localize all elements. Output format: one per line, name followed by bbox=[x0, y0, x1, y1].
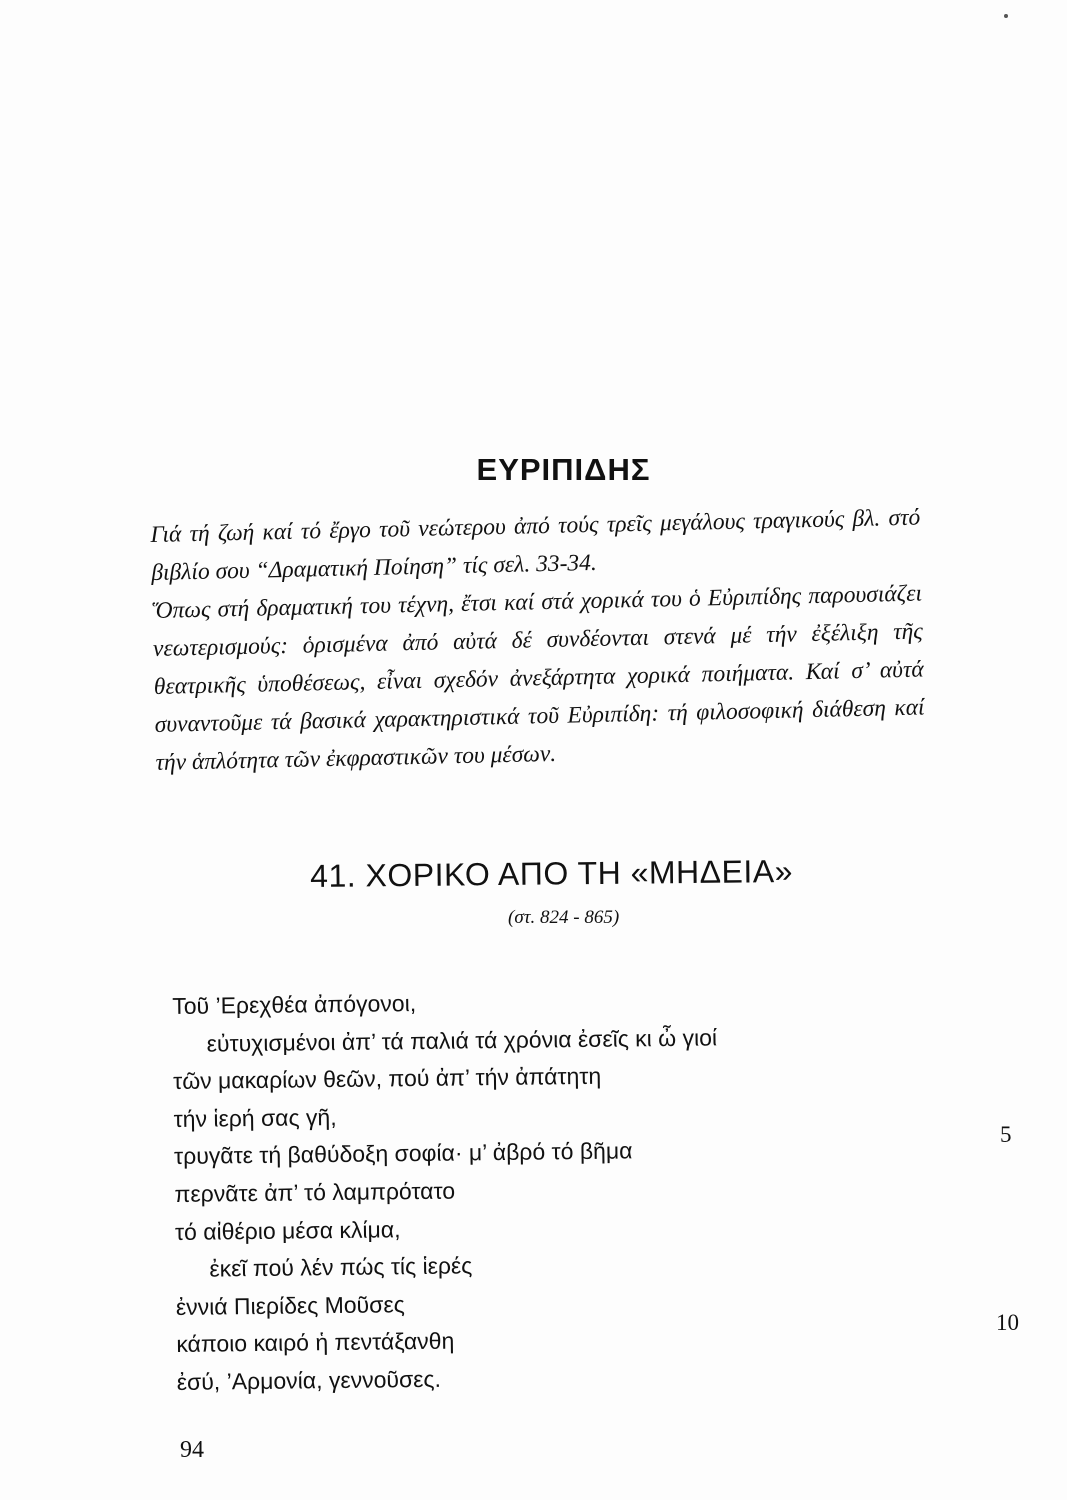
author-heading: ΕΥΡΙΠΙΔΗΣ bbox=[476, 452, 651, 487]
verses-reference: (στ. 824 - 865) bbox=[508, 907, 620, 928]
line-number-10: 10 bbox=[996, 1310, 1019, 1335]
poem-line: τρυγᾶτε τή βαθύδοξη σοφία· μ’ ἀβρό τό βῆμα bbox=[173, 1137, 633, 1170]
intro-paragraph-2: Ὅπως στή δραματική του τέχνη, ἔτσι καί στά χορικά του ὁ Εὐριπίδης παρουσιάζει νεωτερισμούς: ὁρισμένα ἀπό αὐτά δέ συνδέονται στενά μέ τήν ἐξέλιξη τῆς θεατρικῆς ὑποθέσεως, εἶναι σχεδόν ἀνεξάρτητα χορικά ποιήματα. Καί σ’ αὐτά συναντοῦμε τά βασικά χαρακτηριστικά τοῦ Εὐριπίδη: τή φιλοσοφική διάθεση καί τήν ἁπλότητα τῶν ἐκφραστικῶν του μέσων. bbox=[151, 580, 925, 776]
poem-line: περνᾶτε ἀπ’ τό λαμπρότατο bbox=[174, 1177, 456, 1207]
scan-speck bbox=[1004, 14, 1008, 18]
poem-line: ἐσύ, ’Αρμονία, γεννοῦσες. bbox=[176, 1365, 442, 1395]
poem-line: τήν ἱερή σας γῆ, bbox=[173, 1103, 337, 1132]
intro-text bbox=[150, 499, 926, 782]
poem-title: 41. ΧΟΡΙΚΟ ΑΠΟ ΤΗ «ΜΗΔΕΙΑ» bbox=[310, 852, 794, 894]
poem-line: ἐννιά Πιερίδες Μοῦσες bbox=[175, 1290, 405, 1320]
page-number: 94 bbox=[180, 1437, 204, 1463]
poem-line: εὐτυχισμένοι ἀπ’ τά παλιά τά χρόνια ἐσεῖς κι ὦ γιοί bbox=[206, 1023, 718, 1057]
poem-line: ἐκεῖ πού λέν πώς τίς ἱερές bbox=[209, 1252, 473, 1282]
poem-body bbox=[172, 980, 857, 1402]
poem-line: τῶν μακαρίων θεῶν, πού ἀπ’ τήν ἀπάτητη bbox=[172, 1062, 602, 1095]
intro-paragraph-1: Γιά τή ζωή καί τό ἔργο τοῦ νεώτερου ἀπό τούς τρεῖς μεγάλους τραγικούς βλ. στό βιβλίο σου “Δραματική Ποίηση” τίς σελ. 33-34. bbox=[150, 504, 921, 586]
poem-line: Τοῦ ’Ερεχθέα ἀπόγονοι, bbox=[172, 990, 417, 1019]
poem-line: κάποιο καιρό ἡ πεντάξανθη bbox=[176, 1327, 455, 1358]
poem-line: τό αἰθέριο μέσα κλίμα, bbox=[174, 1215, 401, 1245]
line-number-5: 5 bbox=[1000, 1122, 1012, 1147]
